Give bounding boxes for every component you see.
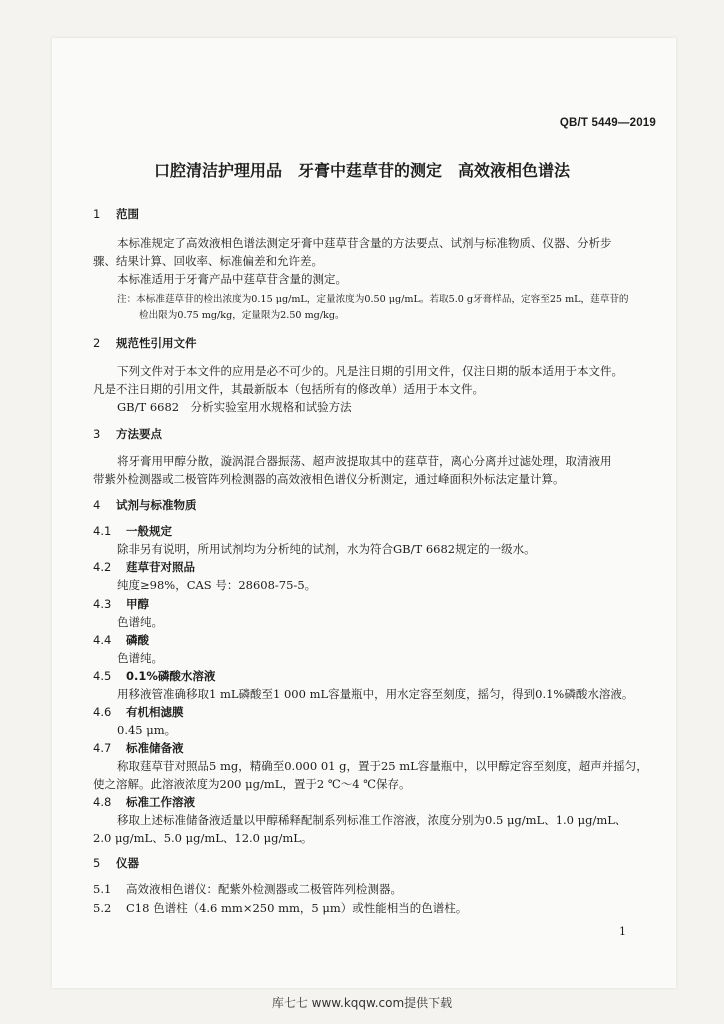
standard-number: QB/T 5449—2019	[559, 117, 656, 129]
section-5-heading: 5 仪器	[93, 856, 139, 870]
subsection-5-1: 5.1 高效液相色谱仪：配紫外检测器或二极管阵列检测器。	[93, 882, 402, 896]
subsection-4-8-text-b: 2.0 μg/mL、5.0 μg/mL、12.0 μg/mL。	[93, 831, 313, 845]
section-2-heading: 2 规范性引用文件	[93, 336, 197, 350]
subsection-4-4-heading: 4.4 磷酸	[93, 633, 149, 647]
subsection-4-7-heading: 4.7 标准储备液	[93, 741, 184, 755]
section-3-para-1b: 带紫外检测器或二极管阵列检测器的高效液相色谱仪分析测定，通过峰面积外标法定量计算。	[93, 472, 565, 486]
section-1-heading: 1 范围	[93, 207, 139, 221]
subsection-4-7-text-a: 称取莛草苷对照品5 mg，精确至0.000 01 g，置于25 mL容量瓶中，以甲醇定容至刻度，超声并摇匀，	[117, 759, 648, 773]
section-1-para-1b: 骤、结果计算、回收率、标准偏差和允许差。	[93, 254, 323, 268]
subsection-4-8-heading: 4.8 标准工作溶液	[93, 795, 195, 809]
subsection-4-3-heading: 4.3 甲醇	[93, 597, 149, 611]
section-1-note-b: 检出限为0.75 mg/kg，定量限为2.50 mg/kg。	[139, 310, 345, 321]
section-4-heading: 4 试剂与标准物质	[93, 498, 197, 512]
document-title: 口腔清洁护理用品 牙膏中莛草苷的测定 高效液相色谱法	[153, 161, 570, 180]
subsection-4-1-heading: 4.1 一般规定	[93, 524, 172, 538]
section-1-note-a: 注：本标准莛草苷的检出浓度为0.15 μg/mL，定量浓度为0.50 μg/mL。若取5.0 g牙膏样品，定容至25 mL，莛草苷的	[117, 294, 629, 305]
section-2-para-1a: 下列文件对于本文件的应用是必不可少的。凡是注日期的引用文件，仅注日期的版本适用于本文件。	[117, 364, 623, 378]
subsection-4-1-text: 除非另有说明，所用试剂均为分析纯的试剂，水为符合GB/T 6682规定的一级水。	[117, 542, 536, 556]
subsection-4-2-heading: 4.2 莛草苷对照品	[93, 560, 195, 574]
subsection-4-8-text-a: 移取上述标准储备液适量以甲醇稀释配制系列标准工作溶液，浓度分别为0.5 μg/mL、1.0 μg/mL、	[117, 813, 627, 827]
section-1-para-2: 本标准适用于牙膏产品中莛草苷含量的测定。	[117, 272, 347, 286]
section-3-heading: 3 方法要点	[93, 427, 162, 441]
section-3-para-1a: 将牙膏用甲醇分散，漩涡混合器振荡、超声波提取其中的莛草苷，离心分离并过滤处理，取清液用	[117, 454, 612, 468]
section-2-para-1b: 凡是不注日期的引用文件，其最新版本（包括所有的修改单）适用于本文件。	[93, 382, 484, 396]
download-footer: 库七七 www.kqqw.com提供下载	[271, 996, 453, 1010]
subsection-4-4-text: 色谱纯。	[117, 651, 163, 665]
section-1-para-1a: 本标准规定了高效液相色谱法测定牙膏中莛草苷含量的方法要点、试剂与标准物质、仪器、分析步	[117, 236, 612, 250]
subsection-4-5-heading: 4.5 0.1%磷酸水溶液	[93, 669, 216, 683]
subsection-4-7-text-b: 使之溶解。此溶液浓度为200 μg/mL，置于2 ℃～4 ℃保存。	[93, 777, 411, 791]
subsection-4-5-text: 用移液管准确移取1 mL磷酸至1 000 mL容量瓶中，用水定容至刻度，摇匀，得到0.1%磷酸水溶液。	[117, 687, 634, 701]
subsection-4-6-text: 0.45 μm。	[117, 723, 177, 737]
subsection-4-3-text: 色谱纯。	[117, 615, 163, 629]
page-number: 1	[619, 925, 626, 938]
section-2-reference: GB/T 6682 分析实验室用水规格和试验方法	[117, 400, 352, 414]
subsection-4-6-heading: 4.6 有机相滤膜	[93, 705, 184, 719]
subsection-4-2-text: 纯度≥98%，CAS 号：28608-75-5。	[117, 578, 317, 592]
subsection-5-2: 5.2 C18 色谱柱（4.6 mm×250 mm，5 μm）或性能相当的色谱柱。	[93, 901, 468, 915]
